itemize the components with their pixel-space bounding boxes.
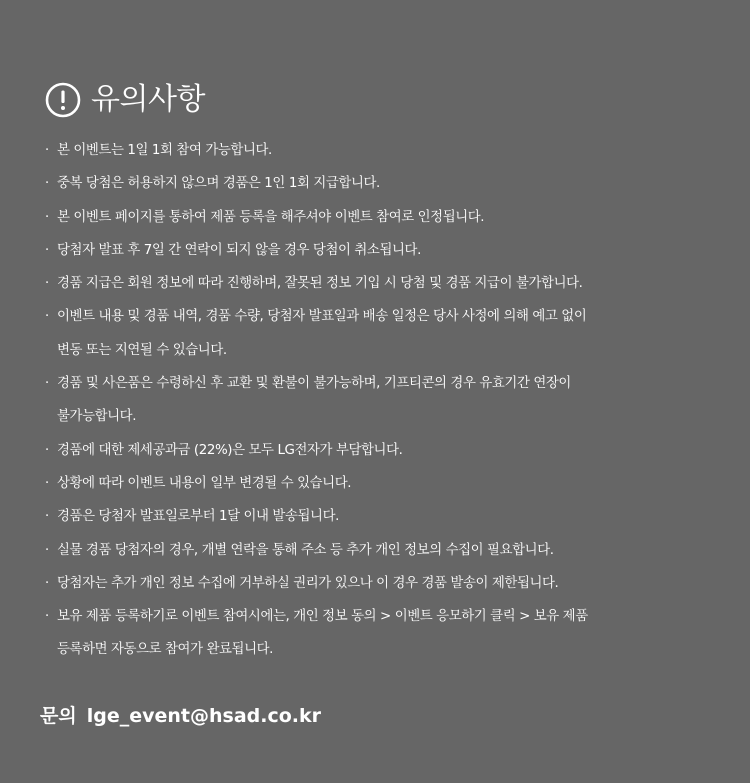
notice-item — [42, 167, 732, 200]
notice-item — [42, 267, 732, 300]
notice-item-text: 경품 지급은 회원 정보에 따라 진행하며, 잘못된 정보 기입 시 당첨 및 경품 지급이 불가합니다. — [57, 276, 583, 292]
notice-item — [42, 534, 732, 567]
bullet-dot: · — [45, 209, 49, 225]
bullet-dot: · — [45, 276, 49, 292]
notice-item-text: 경품 및 사은품은 수령하신 후 교환 및 환불이 불가능하며, 기프티콘의 경우 유효기간 연장이 불가능합니다. — [57, 376, 571, 425]
notice-title: 유의사항 — [91, 82, 205, 118]
notice-item-text: 본 이벤트는 1일 1회 참여 가능합니다. — [57, 143, 272, 158]
notice-item — [42, 134, 732, 167]
notice-item — [42, 500, 732, 533]
bullet-dot: · — [45, 509, 49, 525]
notice-item — [42, 300, 732, 367]
bullet-dot: · — [45, 442, 49, 458]
notice-item-text: 경품에 대한 제세공과금 (22%)은 모두 LG전자가 부담합니다. — [57, 442, 403, 458]
notice-item — [42, 434, 732, 467]
notice-header — [45, 60, 205, 140]
bullet-dot: · — [45, 242, 49, 258]
notice-item-text: 상황에 따라 이벤트 내용이 일부 변경될 수 있습니다. — [57, 475, 352, 491]
bullet-dot: · — [45, 309, 49, 325]
notice-item — [42, 567, 732, 600]
contact-label: 문의 — [40, 705, 77, 727]
contact-info — [40, 700, 321, 732]
contact-email[interactable]: lge_event@hsad.co.kr — [86, 705, 321, 727]
notice-list — [42, 134, 732, 667]
bullet-dot: · — [45, 475, 49, 491]
notice-item — [42, 234, 732, 267]
notice-item-text: 당첨자 발표 후 7일 간 연락이 되지 않을 경우 당첨이 취소됩니다. — [57, 242, 421, 258]
notice-item — [42, 201, 732, 234]
notice-item-text: 본 이벤트 페이지를 통하여 제품 등록을 해주셔야 이벤트 참여로 인정됩니다. — [57, 209, 485, 225]
notice-item-text: 실물 경품 당첨자의 경우, 개별 연락을 통해 주소 등 추가 개인 정보의 수집이 필요합니다. — [57, 542, 554, 558]
notice-item-text: 경품은 당첨자 발표일로부터 1달 이내 발송됩니다. — [57, 509, 339, 525]
notice-item-text: 중복 당첨은 허용하지 않으며 경품은 1인 1회 지급합니다. — [57, 176, 380, 192]
bullet-dot: · — [45, 575, 49, 591]
bullet-dot: · — [45, 176, 49, 192]
notice-item-text: 당첨자는 추가 개인 정보 수집에 거부하실 권리가 있으나 이 경우 경품 발송이 제한됩니다. — [57, 575, 559, 591]
notice-item-text: 보유 제품 등록하기로 이벤트 참여시에는, 개인 정보 동의 > 이벤트 응모하기 클릭 > 보유 제품 등록하면 자동으로 참여가 완료됩니다. — [57, 609, 588, 658]
notice-item-text: 이벤트 내용 및 경품 내역, 경품 수량, 당첨자 발표일과 배송 일정은 당사 사정에 의해 예고 없이 변동 또는 지연될 수 있습니다. — [57, 309, 587, 358]
notice-item — [42, 467, 732, 500]
bullet-dot: · — [45, 143, 49, 158]
notice-item — [42, 600, 732, 667]
notice-item — [42, 367, 732, 434]
bullet-dot: · — [45, 609, 49, 625]
exclamation-circle-icon — [45, 82, 81, 118]
bullet-dot: · — [45, 376, 49, 392]
bullet-dot: · — [45, 542, 49, 558]
